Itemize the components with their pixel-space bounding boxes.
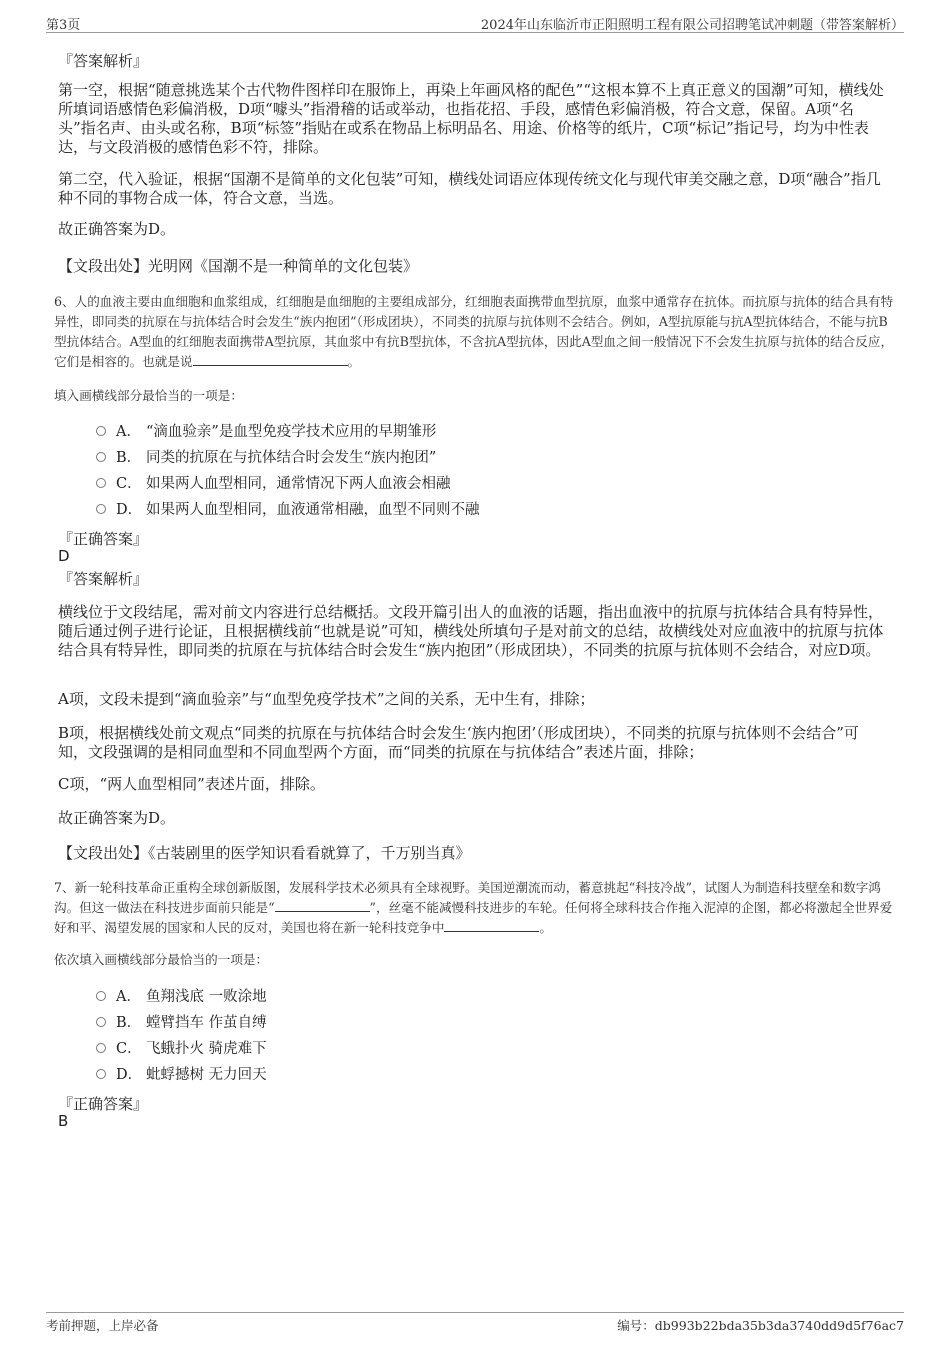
page-header <box>46 12 904 33</box>
option-letter: D． <box>116 1067 143 1083</box>
analysis-label: 『答案解析』 <box>58 570 149 588</box>
option-text: 蚍蜉撼树 无力回天 <box>146 1067 267 1083</box>
option-text: 飞蛾扑火 骑虎难下 <box>146 1041 267 1057</box>
option-text: 鱼翔浅底 一败涂地 <box>146 989 267 1005</box>
answer-blank <box>193 352 348 366</box>
question-7-tail: 。 <box>539 920 552 935</box>
analysis-source: 【文段出处】光明网《国潮不是一种简单的文化包装》 <box>58 257 419 275</box>
document-title: 2024年山东临沂市正阳照明工程有限公司招聘笔试冲刺题（带答案解析） <box>480 18 904 33</box>
answer-blank <box>275 898 370 912</box>
question-7-option-c[interactable] <box>96 1039 267 1059</box>
radio-icon[interactable] <box>96 1017 106 1027</box>
correct-answer-label: 『正确答案』 <box>58 1095 149 1113</box>
option-text: 螳臂挡车 作茧自缚 <box>146 1015 267 1031</box>
question-6-option-c[interactable] <box>96 474 451 494</box>
answer-blank <box>444 918 539 932</box>
question-6-option-d[interactable] <box>96 500 480 520</box>
option-letter: D． <box>116 502 143 518</box>
radio-icon[interactable] <box>96 991 106 1001</box>
analysis-paragraph-3: B项，根据横线处前文观点“同类的抗原在与抗体结合时会发生‘族内抱团’（形成团块），不同类的抗原与抗体则不会结合”可知，文段强调的是相同血型和不同血型两个方面，而“同类的抗原在与抗体结合”表述片面，排除； <box>58 724 859 761</box>
analysis-paragraph-2: A项，文段未提到“滴血验亲”与“血型免疫学技术”之间的关系，无中生有，排除； <box>58 690 595 708</box>
question-6-option-a[interactable] <box>96 422 436 442</box>
question-7-option-a[interactable] <box>96 987 267 1007</box>
analysis-paragraph-4: C项，“两人血型相同”表述片面，排除。 <box>58 775 325 793</box>
analysis-conclusion: 故正确答案为D。 <box>58 220 176 238</box>
option-letter: A． <box>116 424 141 440</box>
question-7-option-d[interactable] <box>96 1065 267 1085</box>
question-7-prompt: 依次填入画横线部分最恰当的一项是： <box>54 952 269 967</box>
option-letter: A． <box>116 989 141 1005</box>
radio-icon[interactable] <box>96 478 106 488</box>
analysis-label: 『答案解析』 <box>58 52 149 70</box>
correct-answer-label: 『正确答案』 <box>58 530 149 548</box>
footer-slogan: 考前押题，上岸必备 <box>46 1318 159 1333</box>
page-footer <box>46 1312 904 1335</box>
option-text: 同类的抗原在与抗体结合时会发生“族内抱团” <box>146 450 437 466</box>
question-6-option-b[interactable] <box>96 448 436 468</box>
option-letter: B． <box>116 450 142 466</box>
question-7-option-b[interactable] <box>96 1013 267 1033</box>
option-text: 如果两人血型相同，血液通常相融，血型不同则不融 <box>146 502 480 518</box>
option-letter: C． <box>116 1041 142 1057</box>
analysis-source: 【文段出处】《古装剧里的医学知识看看就算了，千万别当真》 <box>58 844 471 862</box>
analysis-paragraph-2: 第二空，代入验证，根据“国潮不是简单的文化包装”可知，横线处词语应体现传统文化与现代审美交融之意，D项“融合”指几种不同的事物合成一体，符合文意，当选。 <box>58 170 881 207</box>
option-text: “滴血验亲”是血型免疫学技术应用的早期雏形 <box>146 424 437 440</box>
question-7-body-2: ”，丝毫不能减慢科技进步的车轮。任何将全球科技合作拖入泥淖的企图，都必将激起全世界爱好和平、渴望发展的国家和人民的反对，美国也将在新一轮科技竞争中 <box>54 900 893 935</box>
analysis-paragraph-1: 横线位于文段结尾，需对前文内容进行总结概括。文段开篇引出人的血液的话题，指出血液中的抗原与抗体结合具有特异性，随后通过例子进行论证，且根据横线前“也就是说”可知，横线处所填句子是对前文的总结，故横线处对应血液中的抗原与抗体结合具有特异性，即同类的抗原在与抗体结合时会发生“族内抱团”（形成团块），不同类的抗原与抗体则不会结合，对应D项。 <box>58 603 884 659</box>
question-7-text <box>54 878 896 938</box>
question-6-prompt: 填入画横线部分最恰当的一项是： <box>54 388 243 403</box>
radio-icon[interactable] <box>96 504 106 514</box>
option-letter: C． <box>116 476 142 492</box>
question-6-text <box>54 292 896 372</box>
radio-icon[interactable] <box>96 1043 106 1053</box>
analysis-conclusion: 故正确答案为D。 <box>58 809 176 827</box>
question-6-tail: 。 <box>347 354 361 369</box>
option-letter: B． <box>116 1015 142 1031</box>
question-6-body: 6、人的血液主要由血细胞和血浆组成，红细胞是血细胞的主要组成部分，红细胞表面携带血型抗原，血浆中通常存在抗体。而抗原与抗体的结合具有特异性，即同类的抗原在与抗体结合时会发生“族内抱团”（形成团块），不同类的抗原与抗体则不会结合。例如，A型抗原能与抗A型抗体结合，不能与抗B型抗体结合。A型血的红细胞表面携带A型抗原，其血浆中有抗B型抗体，不含抗A型抗体，因此A型血之间一般情况下不会发生抗原与抗体的结合反应，它们是相容的。也就是说 <box>54 294 894 369</box>
correct-answer: D <box>58 547 70 565</box>
page-number: 第3页 <box>46 18 81 33</box>
question-7-body-1: 7、新一轮科技革命正重构全球创新版图，发展科学技术必须具有全球视野。美国逆潮流而动，蓄意挑起“科技冷战”，试图人为制造科技壁垒和数字鸿沟。但这一做法在科技进步面前只能是“ <box>54 880 881 915</box>
radio-icon[interactable] <box>96 426 106 436</box>
radio-icon[interactable] <box>96 452 106 462</box>
option-text: 如果两人血型相同，通常情况下两人血液会相融 <box>146 476 451 492</box>
correct-answer: B <box>58 1112 69 1130</box>
analysis-paragraph-1: 第一空，根据“随意挑选某个古代物件图样印在服饰上，再染上年画风格的配色”“这根本算不上真正意义的国潮”可知，横线处所填词语感情色彩偏消极，D项“噱头”指滑稽的话或举动，也指花招、手段，感情色彩偏消极，符合文意，保留。A项“名头”指名声、由头或名称，B项“标签”指贴在或系在物品上标明品名、用途、价格等的纸片，C项“标记”指记号，均为中性表达，与文段消极的感情色彩不符，排除。 <box>58 81 884 156</box>
radio-icon[interactable] <box>96 1069 106 1079</box>
document-id: 编号：db993b22bda35b3da3740dd9d5f76ac7 <box>617 1318 904 1333</box>
